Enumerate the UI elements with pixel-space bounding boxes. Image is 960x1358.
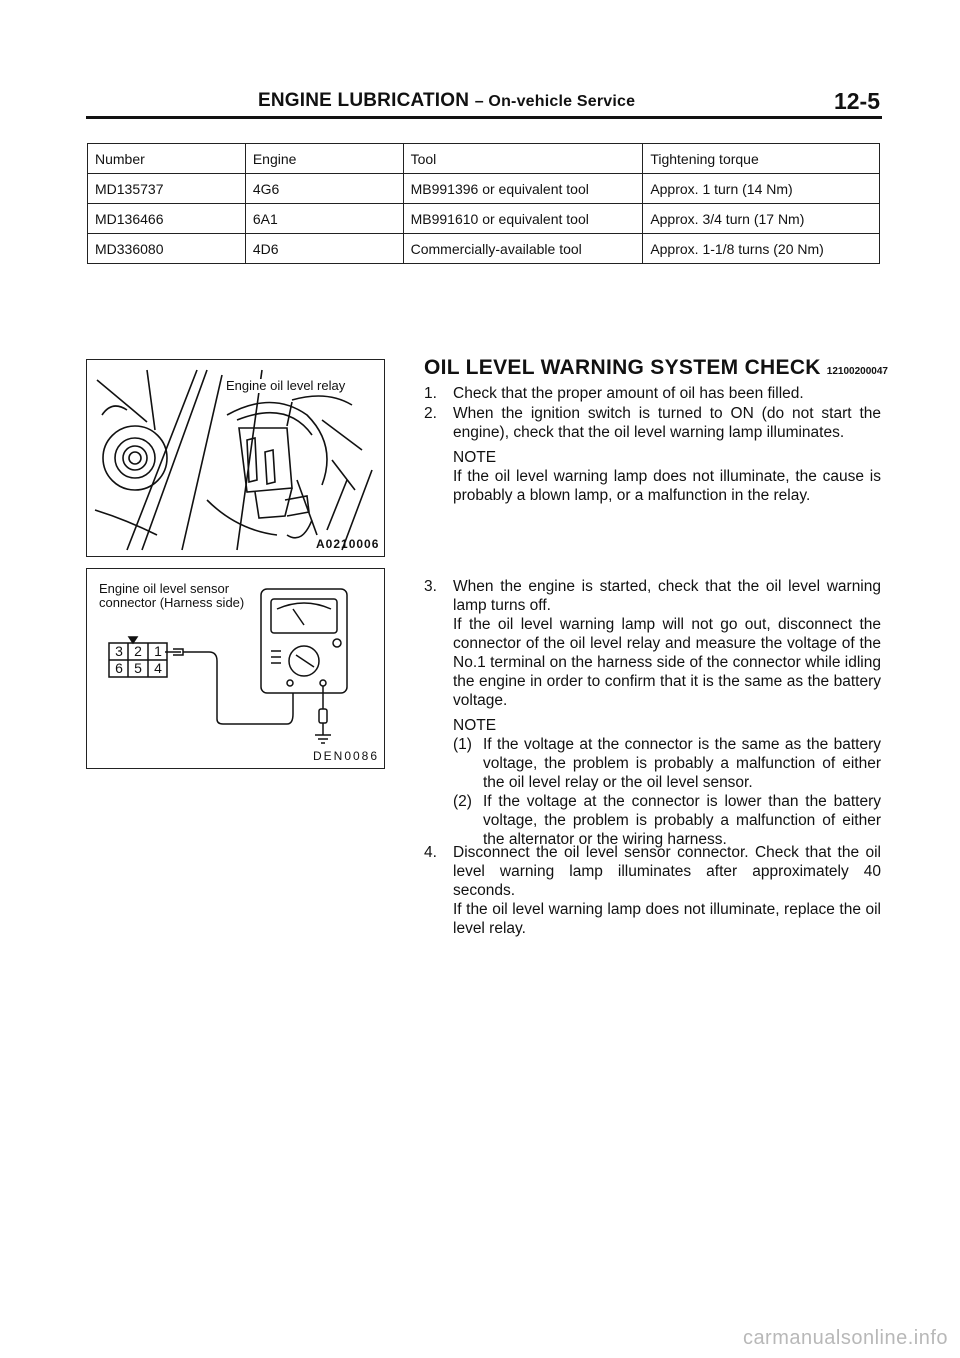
step-text: Disconnect the oil level sensor connector. Check that the oil level warning lamp illuminates after approximately 40 seconds. <box>453 844 881 899</box>
table-header-cell: Engine <box>245 144 403 174</box>
note-item-number: (1) <box>453 736 472 753</box>
table-header-row <box>88 144 880 174</box>
step-4 <box>424 843 881 938</box>
connector-pin: 5 <box>134 660 142 676</box>
section-code: 12100200047 <box>826 366 888 377</box>
table-cell: Approx. 1 turn (14 Nm) <box>643 174 880 204</box>
connector-label-line1: Engine oil level sensor <box>99 581 230 596</box>
table-cell: MD336080 <box>88 234 246 264</box>
step-text-continued: If the oil level warning lamp does not illuminate, replace the oil level relay. <box>453 901 881 937</box>
page-number: 12-5 <box>833 88 880 114</box>
table-row <box>88 234 880 264</box>
step-text-continued: If the oil level warning lamp will not go out, disconnect the connector of the oil level relay and measure the voltage of the No.1 terminal on the harness side of the connector while idling the engine in order to confirm that it is the same as the battery voltage. <box>453 616 881 709</box>
step-number: 4. <box>424 844 437 861</box>
page-title <box>258 90 635 112</box>
step-text: Check that the proper amount of oil has been filled. <box>453 385 804 402</box>
step-text: When the ignition switch is turned to ON (do not start the engine), check that the oil level warning lamp illuminates. <box>453 405 881 441</box>
note-item-1 <box>453 735 881 792</box>
note-label: NOTE <box>453 717 497 734</box>
table-header-cell: Tightening torque <box>643 144 880 174</box>
figure-code: DEN0086 <box>313 749 380 763</box>
step-2 <box>424 404 881 505</box>
table-header-cell: Tool <box>403 144 643 174</box>
section-title <box>424 356 888 380</box>
relay-location-figure <box>86 359 385 557</box>
table-cell: MD135737 <box>88 174 246 204</box>
table-cell: MB991610 or equivalent tool <box>403 204 643 234</box>
step-number: 1. <box>424 385 437 402</box>
table-cell: 4G6 <box>245 174 403 204</box>
table-cell: Approx. 1-1/8 turns (20 Nm) <box>643 234 880 264</box>
table-cell: 4D6 <box>245 234 403 264</box>
note-label: NOTE <box>453 449 497 466</box>
step-text: When the engine is started, check that the oil level warning lamp turns off. <box>453 578 881 614</box>
connector-pin: 4 <box>154 660 162 676</box>
table-cell: MD136466 <box>88 204 246 234</box>
step-number: 3. <box>424 578 437 595</box>
table-cell: 6A1 <box>245 204 403 234</box>
table-cell: Approx. 3/4 turn (17 Nm) <box>643 204 880 234</box>
note-text: If the oil level warning lamp does not illuminate, the cause is probably a blown lamp, or a malfunction in the relay. <box>453 468 881 504</box>
step-1 <box>424 384 881 403</box>
note-item-text: If the voltage at the connector is lower than the battery voltage, the problem is probably a malfunction of either the alternator or the wiring harness. <box>483 793 881 848</box>
note-item-number: (2) <box>453 793 472 810</box>
connector-voltmeter-figure <box>86 568 385 769</box>
connector-pin: 3 <box>115 643 123 659</box>
note-item-text: If the voltage at the connector is the same as the battery voltage, the problem is probably a malfunction of either the oil level relay or the oil level sensor. <box>483 736 881 791</box>
figure-code: A0210006 <box>316 537 380 551</box>
page-header <box>86 90 882 119</box>
special-tool-table <box>87 143 880 264</box>
watermark: carmanualsonline.info <box>742 1327 948 1349</box>
table-cell: Commercially-available tool <box>403 234 643 264</box>
chapter-title: ENGINE LUBRICATION <box>258 90 470 111</box>
connector-pin: 6 <box>115 660 123 676</box>
relay-label: Engine oil level relay <box>226 378 346 393</box>
table-row <box>88 204 880 234</box>
table-row <box>88 174 880 204</box>
note-item-2 <box>453 792 881 849</box>
connector-pin: 2 <box>134 643 142 659</box>
step-number: 2. <box>424 405 437 422</box>
step-3 <box>424 577 881 849</box>
connector-label-line2: connector (Harness side) <box>99 595 245 610</box>
table-header-cell: Number <box>88 144 246 174</box>
table-cell: MB991396 or equivalent tool <box>403 174 643 204</box>
connector-pin: 1 <box>154 643 162 659</box>
section-title-text: OIL LEVEL WARNING SYSTEM CHECK <box>424 356 821 379</box>
chapter-subtitle: – On-vehicle Service <box>474 93 636 110</box>
